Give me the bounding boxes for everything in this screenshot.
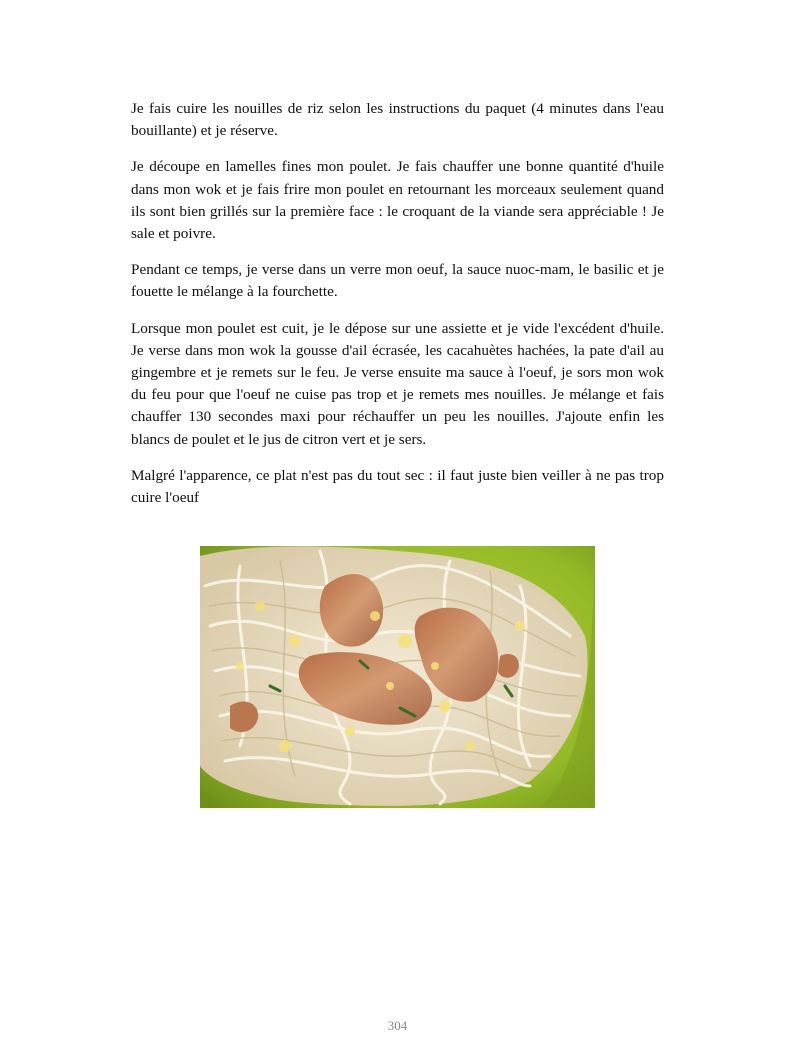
dish-photo <box>200 546 595 808</box>
paragraph-assemble: Lorsque mon poulet est cuit, je le dépose sur une assiette et je vide l'excédent d'huile. Je verse dans mon wok la gousse d'ail écrasée, les cacahuètes hachées, la pate d'ail au gingembre et je remets sur le feu. Je verse ensuite ma sauce à l'oeuf, je sors mon wok du feu pour que l'oeuf ne cuise pas trop et je remets mes nouilles. Je mélange et fais chauffer 130 secondes maxi pour réchauffer un peu les nouilles. J'ajoute enfin les blancs de poulet et le jus de citron vert et je sers. <box>131 319 664 448</box>
dish-illustration <box>200 546 595 808</box>
paragraph-note: Malgré l'apparence, ce plat n'est pas du tout sec : il faut juste bien veiller à ne pas trop cuire l'oeuf <box>131 466 664 507</box>
page-number: 304 <box>387 1018 408 1033</box>
paragraph-cook-noodles: Je fais cuire les nouilles de riz selon les instructions du paquet (4 minutes dans l'eau bouillante) et je réserve. <box>131 100 664 140</box>
paragraph-egg-sauce: Pendant ce temps, je verse dans un verre mon oeuf, la sauce nuoc-mam, le basilic et je fouette le mélange à la fourchette. <box>131 261 664 301</box>
paragraph-fry-chicken: Je découpe en lamelles fines mon poulet. Je fais chauffer une bonne quantité d'huile dans mon wok et je fais frire mon poulet en retournant les morceaux seulement quand ils sont bien grillés sur la première face : le croquant de la viande sera appréciable ! Je sale et poivre. <box>131 158 664 243</box>
recipe-text <box>131 98 664 523</box>
